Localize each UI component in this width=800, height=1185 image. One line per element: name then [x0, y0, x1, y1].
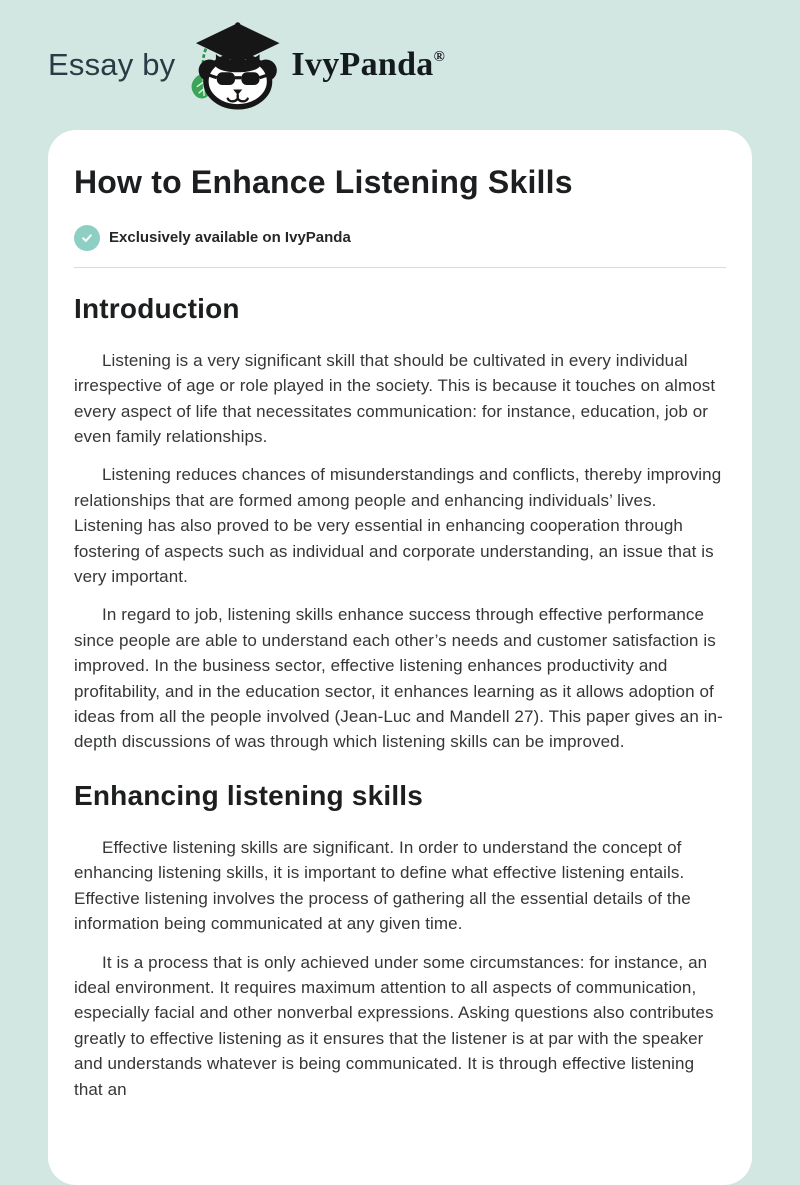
section-enhancing-listening-skills [74, 780, 726, 1102]
paragraph: Listening is a very significant skill that should be cultivated in every individual irrespective of age or role played in the society. This is because it touches on almost every aspect of life that necessitates communication: for instance, education, job or even family relationships. [74, 350, 716, 447]
badge-label: Exclusively available on IvyPanda [109, 229, 351, 247]
registered-mark: ® [433, 48, 446, 65]
essay-by-label: Essay by [48, 47, 176, 82]
essay-card [48, 130, 752, 1185]
paragraph: It is a process that is only achieved under some circumstances: for instance, an ideal environment. It requires maximum attention to all aspects of communication, especially facial and other nonverbal expressions. Asking questions also contributes greatly to effective listening as it ensures that the listener is at par with the speaker and understands whatever is being communicated. It is through effective listening that an [74, 952, 714, 1099]
glasses [217, 72, 235, 85]
paragraph: Listening reduces chances of misunderstandings and conflicts, thereby improving relationships that are formed among people and enhancing individuals’ lives. Listening has also proved to be very essential in enhancing cooperation through fostering of aspects such as individual and corporate understanding, an issue that is very important. [74, 465, 722, 587]
site-header [0, 0, 800, 130]
exclusive-badge [74, 225, 726, 251]
brand-name: IvyPanda [291, 46, 434, 83]
divider [74, 267, 726, 268]
page-title: How to Enhance Listening Skills [74, 164, 573, 200]
ivypanda-panda-logo-icon[interactable] [185, 19, 285, 116]
section-introduction [74, 293, 726, 755]
brand-wordmark[interactable] [291, 46, 445, 84]
mortarboard [196, 23, 280, 63]
paragraph: Effective listening skills are significant. In order to understand the concept of enhancing listening skills, it is important to define what effective listening entails. Effective listening involves the process of gathering all the essential details of the information being communicated at any given time. [74, 837, 691, 934]
section-heading: Introduction [74, 292, 240, 324]
checkmark-icon [74, 225, 100, 251]
graduate-panda-icon [185, 19, 285, 111]
section-heading: Enhancing listening skills [74, 779, 424, 811]
paragraph: In regard to job, listening skills enhance success through effective performance since people are able to understand each other’s needs and customer satisfaction is improved. In the business sector, effective listening enhances productivity and profitability, and in the education sector, it enhances learning as it allows adoption of ideas from all the people involved (Jean-Luc and Mandell 27). This paper gives an in-depth discussions of was through which listening skills can be improved. [74, 605, 723, 752]
